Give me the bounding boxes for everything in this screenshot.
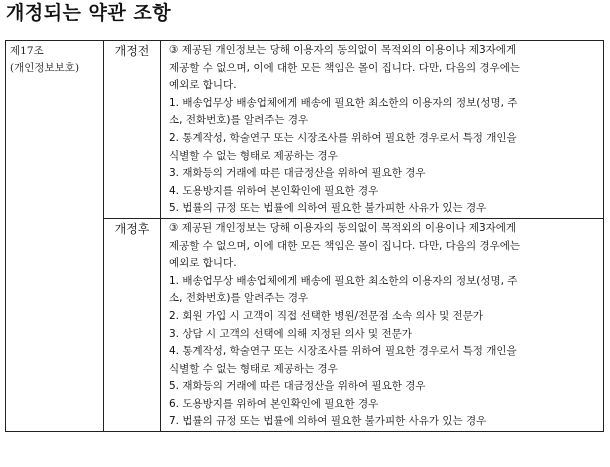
clause-line: 4. 도용방지를 위하여 본인확인에 필요한 경우 xyxy=(169,184,379,197)
clause-line: 소, 전화번호)를 알려주는 경우 xyxy=(169,292,309,305)
clause-line: 예외로 합니다. xyxy=(169,257,237,270)
clause-line: 식별할 수 없는 형태로 제공하는 경우 xyxy=(169,362,338,375)
clause-line: ③ 제공된 개인정보는 당해 이용자의 동의없이 목적외의 이용이나 제3자에게 xyxy=(169,221,517,234)
clause-line: 4. 통계작성, 학술연구 또는 시장조사를 위하여 필요한 경우로서 특정 개인을 xyxy=(169,345,517,358)
version-label-after: 개정후 xyxy=(104,218,161,431)
clause-line: 소, 전화번호)를 알려주는 경우 xyxy=(169,114,309,127)
article-cell xyxy=(6,41,104,432)
clause-line: 2. 회원 가입 시 고객이 직접 선택한 병원/전문점 소속 의사 및 전문가 xyxy=(169,309,483,322)
clause-line: 1. 배송업무상 배송업체에게 배송에 필요한 최소한의 이용자의 정보(성명, 주 xyxy=(169,274,518,287)
clause-line: ③ 제공된 개인정보는 당해 이용자의 동의없이 목적외의 이용이나 제3자에게 xyxy=(169,44,517,56)
clause-line: 5. 재화등의 거래에 따른 대금정산을 위하여 필요한 경우 xyxy=(169,380,426,393)
clause-line: 7. 법률의 규정 또는 법률에 의하여 필요한 불가피한 사유가 있는 경우 xyxy=(169,415,487,428)
table-row-before xyxy=(6,41,604,219)
clause-line: 5. 법률의 규정 또는 법률에 의하여 필요한 불가피한 사유가 있는 경우 xyxy=(169,202,487,215)
page-title: 개정되는 약관 조항 xyxy=(6,2,172,24)
clause-line: 예외로 합니다. xyxy=(169,79,237,92)
clause-line: 3. 재화등의 거래에 따른 대금정산을 위하여 필요한 경우 xyxy=(169,167,426,180)
terms-table xyxy=(5,40,604,432)
article-number: 제17조 xyxy=(10,45,44,57)
clause-line: 1. 배송업무상 배송업체에게 배송에 필요한 최소한의 이용자의 정보(성명, 주 xyxy=(169,96,518,109)
version-label-before: 개정전 xyxy=(104,41,161,219)
clause-line: 식별할 수 없는 형태로 제공하는 경우 xyxy=(169,149,338,162)
clause-line: 6. 도용방지를 위하여 본인확인에 필요한 경우 xyxy=(169,397,379,410)
content-cell-after xyxy=(161,218,604,431)
clause-line: 제공할 수 없으며, 이에 대한 모든 책임은 몰이 집니다. 다만, 다음의 경우에는 xyxy=(169,61,521,74)
clause-line: 3. 상담 시 고객의 선택에 의해 지정된 의사 및 전문가 xyxy=(169,327,412,340)
content-cell-before xyxy=(161,41,604,219)
clause-line: 제공할 수 없으며, 이에 대한 모든 책임은 몰이 집니다. 다만, 다음의 경우에는 xyxy=(169,239,521,252)
clause-line: 2. 통계작성, 학술연구 또는 시장조사를 위하여 필요한 경우로서 특정 개인을 xyxy=(169,131,517,144)
article-title: (개인정보보호) xyxy=(10,62,80,74)
